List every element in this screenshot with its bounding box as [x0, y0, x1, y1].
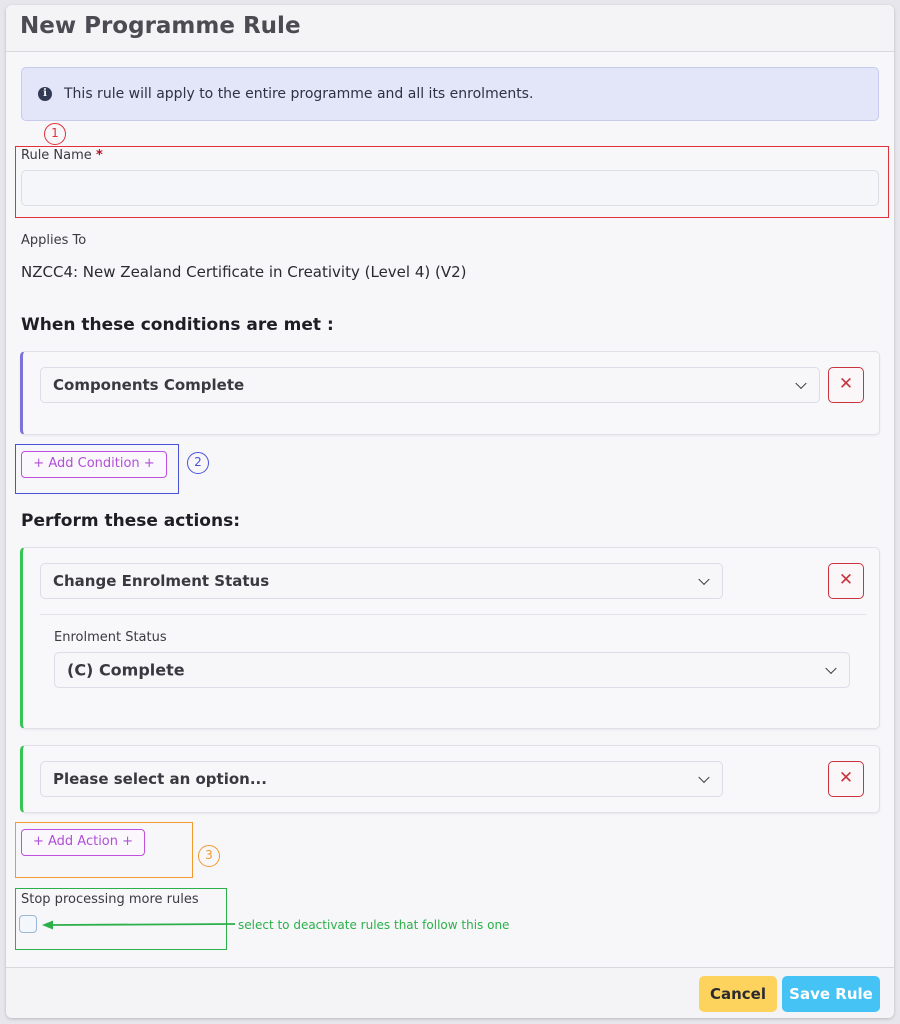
condition-select-value: Components Complete	[53, 376, 245, 394]
modal-header	[6, 5, 894, 52]
remove-action-1-button[interactable]	[828, 563, 864, 599]
rule-name-input[interactable]	[21, 170, 879, 206]
remove-action-2-button[interactable]	[828, 761, 864, 797]
action-card-2	[20, 745, 880, 813]
applies-to-label: Applies To	[21, 233, 87, 248]
annotation-hint: select to deactivate rules that follow this one	[238, 918, 510, 932]
info-banner-text: This rule will apply to the entire programme and all its enrolments.	[64, 86, 534, 102]
enrolment-status-label: Enrolment Status	[54, 630, 167, 645]
close-icon: ✕	[838, 768, 854, 788]
close-icon: ✕	[838, 570, 854, 590]
action-select-1-value: Change Enrolment Status	[53, 572, 270, 590]
chevron-down-icon	[698, 772, 709, 783]
chevron-down-icon	[698, 574, 709, 585]
save-rule-button[interactable]: Save Rule	[782, 976, 880, 1012]
actions-heading: Perform these actions:	[21, 511, 240, 531]
close-icon: ✕	[838, 374, 854, 394]
action-select-2-value: Please select an option...	[53, 770, 267, 788]
action-card-1	[20, 547, 880, 729]
page-title: New Programme Rule	[20, 13, 301, 39]
enrolment-status-select[interactable]	[54, 652, 850, 688]
info-banner	[21, 67, 879, 121]
annotation-arrow	[40, 919, 236, 931]
chevron-down-icon	[825, 663, 836, 674]
conditions-heading: When these conditions are met :	[21, 315, 334, 335]
action-select-2[interactable]	[40, 761, 723, 797]
add-action-button[interactable]: + Add Action +	[21, 829, 145, 856]
condition-card	[20, 351, 880, 435]
annotation-marker-2: 2	[187, 452, 209, 474]
required-mark: *	[95, 148, 103, 163]
applies-to-value: NZCC4: New Zealand Certificate in Creativity (Level 4) (V2)	[21, 263, 467, 281]
rule-name-label: Rule Name *	[21, 148, 103, 163]
remove-condition-button[interactable]	[828, 367, 864, 403]
enrolment-status-value: (C) Complete	[67, 660, 185, 680]
annotation-marker-1: 1	[44, 123, 66, 145]
annotation-marker-3: 3	[198, 845, 220, 867]
action-select-1[interactable]	[40, 563, 723, 599]
stop-processing-label: Stop processing more rules	[21, 892, 199, 907]
chevron-down-icon	[795, 378, 806, 389]
add-condition-button[interactable]: + Add Condition +	[21, 451, 167, 478]
programme-rule-modal	[6, 5, 894, 1018]
cancel-button[interactable]: Cancel	[699, 976, 777, 1012]
modal-footer	[6, 967, 894, 1018]
info-icon: i	[38, 87, 52, 101]
condition-select[interactable]	[40, 367, 820, 403]
stop-processing-checkbox[interactable]	[19, 915, 37, 933]
divider	[40, 614, 866, 615]
